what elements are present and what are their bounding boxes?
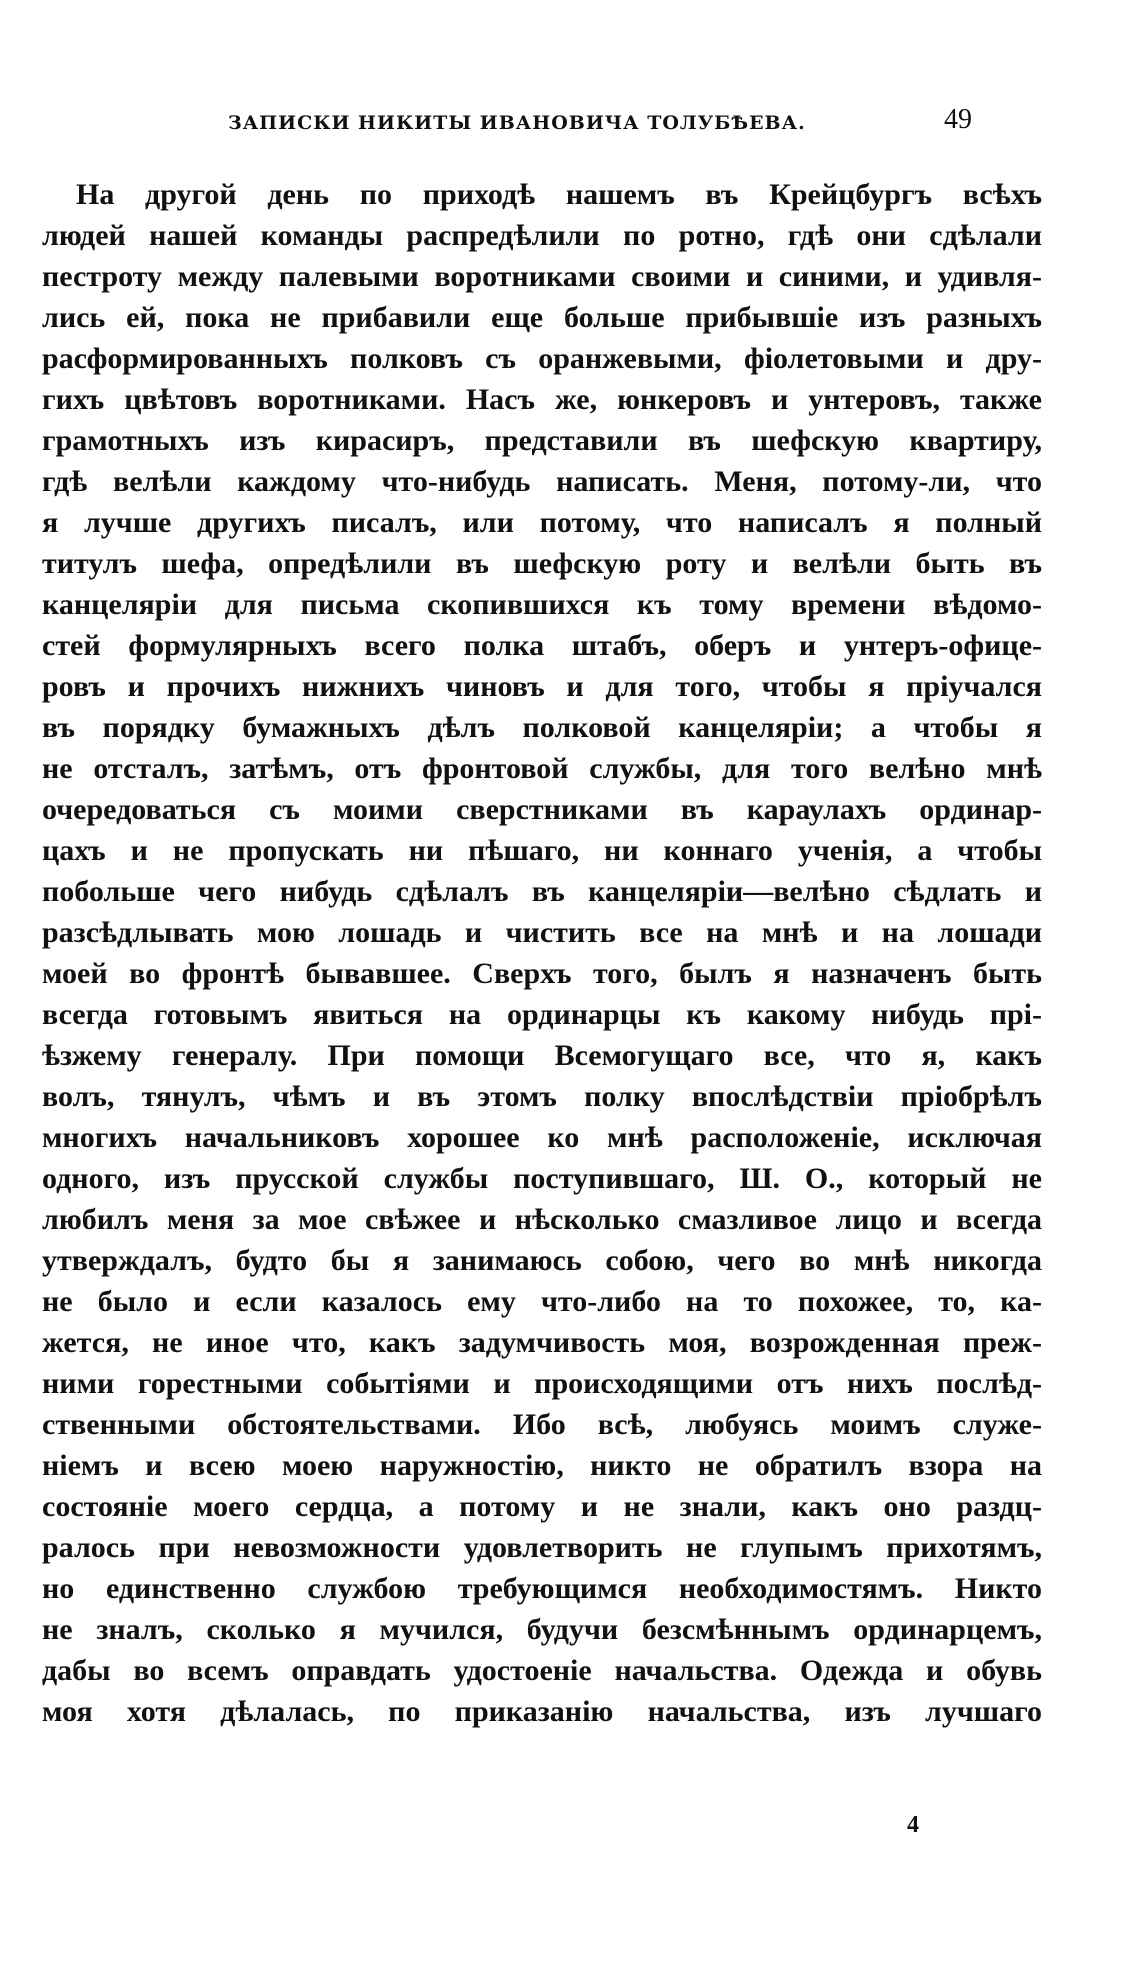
text-line: любилъ меня за мое свѣжее и нѣсколько смазливое лицо и всегда bbox=[42, 1203, 1042, 1236]
text-line: ніемъ и всею моею наружностію, никто не обратилъ взора на bbox=[42, 1449, 1042, 1482]
text-line: грамотныхъ изъ кирасиръ, представили въ шефскую квартиру, bbox=[42, 424, 1042, 457]
text-line: но единственно службою требующимся необходимостямъ. Никто bbox=[42, 1572, 1042, 1605]
text-line: людей нашей команды распредѣлили по ротно, гдѣ они сдѣлали bbox=[42, 219, 1042, 252]
text-line: жется, не иное что, какъ задумчивость моя, возрожденная преж- bbox=[42, 1326, 1042, 1359]
text-line: ралось при невозможности удовлетворить не глупымъ прихотямъ, bbox=[42, 1531, 1042, 1564]
text-line: гдѣ велѣли каждому что-нибудь написать. Меня, потому-ли, что bbox=[42, 465, 1042, 498]
text-line: утверждалъ, будто бы я занимаюсь собою, чего во мнѣ никогда bbox=[42, 1244, 1042, 1277]
text-line: я лучше другихъ писалъ, или потому, что написалъ я полный bbox=[42, 506, 1042, 539]
text-line: пестроту между палевыми воротниками своими и синими, и удивля- bbox=[42, 260, 1042, 293]
text-line: въ порядку бумажныхъ дѣлъ полковой канцеляріи; а чтобы я bbox=[42, 711, 1042, 744]
text-line: На другой день по приходѣ нашемъ въ Крейцбургъ всѣхъ bbox=[76, 178, 1042, 211]
text-line: побольше чего нибудь сдѣлалъ въ канцеляріи—велѣно сѣдлать и bbox=[42, 875, 1042, 908]
running-title: ЗАПИСКИ НИКИТЫ ИВАНОВИЧА ТОЛУБѢЕВА. bbox=[228, 112, 806, 134]
text-line: разсѣдлывать мою лошадь и чистить все на мнѣ и на лошади bbox=[42, 916, 1042, 949]
text-line: ѣзжему генералу. При помощи Всемогущаго все, что я, какъ bbox=[42, 1039, 1042, 1072]
text-line: моей во фронтѣ бывавшее. Сверхъ того, былъ я назначенъ быть bbox=[42, 957, 1042, 990]
text-line: лись ей, пока не прибавили еще больше прибывшіе изъ разныхъ bbox=[42, 301, 1042, 334]
text-line: моя хотя дѣлалась, по приказанію начальства, изъ лучшаго bbox=[42, 1695, 1042, 1728]
signature-mark: 4 bbox=[907, 1812, 919, 1838]
text-line: титулъ шефа, опредѣлили въ шефскую роту и велѣли быть въ bbox=[42, 547, 1042, 580]
text-line: расформированныхъ полковъ съ оранжевыми, фіолетовыми и дру- bbox=[42, 342, 1042, 375]
text-line: цахъ и не пропускать ни пѣшаго, ни коннаго ученія, а чтобы bbox=[42, 834, 1042, 867]
text-line: дабы во всемъ оправдать удостоеніе начальства. Одежда и обувь bbox=[42, 1654, 1042, 1687]
text-line: не было и если казалось ему что-либо на то похожее, то, ка- bbox=[42, 1285, 1042, 1318]
body-text bbox=[42, 174, 1042, 1732]
text-line: всегда готовымъ явиться на ординарцы къ какому нибудь прі- bbox=[42, 998, 1042, 1031]
page-number: 49 bbox=[944, 104, 972, 135]
text-line: ровъ и прочихъ нижнихъ чиновъ и для того, чтобы я пріучался bbox=[42, 670, 1042, 703]
text-line: волъ, тянулъ, чѣмъ и въ этомъ полку впослѣдствіи пріобрѣлъ bbox=[42, 1080, 1042, 1113]
text-line: очередоваться съ моими сверстниками въ караулахъ ординар- bbox=[42, 793, 1042, 826]
text-line: не зналъ, сколько я мучился, будучи безсмѣннымъ ординарцемъ, bbox=[42, 1613, 1042, 1646]
text-line: многихъ начальниковъ хорошее ко мнѣ расположеніе, исключая bbox=[42, 1121, 1042, 1154]
text-line: одного, изъ прусской службы поступившаго, Ш. О., который не bbox=[42, 1162, 1042, 1195]
text-line: стей формулярныхъ всего полка штабъ, оберъ и унтеръ-офице- bbox=[42, 629, 1042, 662]
text-line: ственными обстоятельствами. Ибо всѣ, любуясь моимъ служе- bbox=[42, 1408, 1042, 1441]
text-line: гихъ цвѣтовъ воротниками. Насъ же, юнкеровъ и унтеровъ, также bbox=[42, 383, 1042, 416]
text-line: ними горестными событіями и происходящими отъ нихъ послѣд- bbox=[42, 1367, 1042, 1400]
text-line: канцеляріи для письма скопившихся къ тому времени вѣдомо- bbox=[42, 588, 1042, 621]
text-line: не отсталъ, затѣмъ, отъ фронтовой службы, для того велѣно мнѣ bbox=[42, 752, 1042, 785]
text-line: состояніе моего сердца, а потому и не знали, какъ оно раздц- bbox=[42, 1490, 1042, 1523]
